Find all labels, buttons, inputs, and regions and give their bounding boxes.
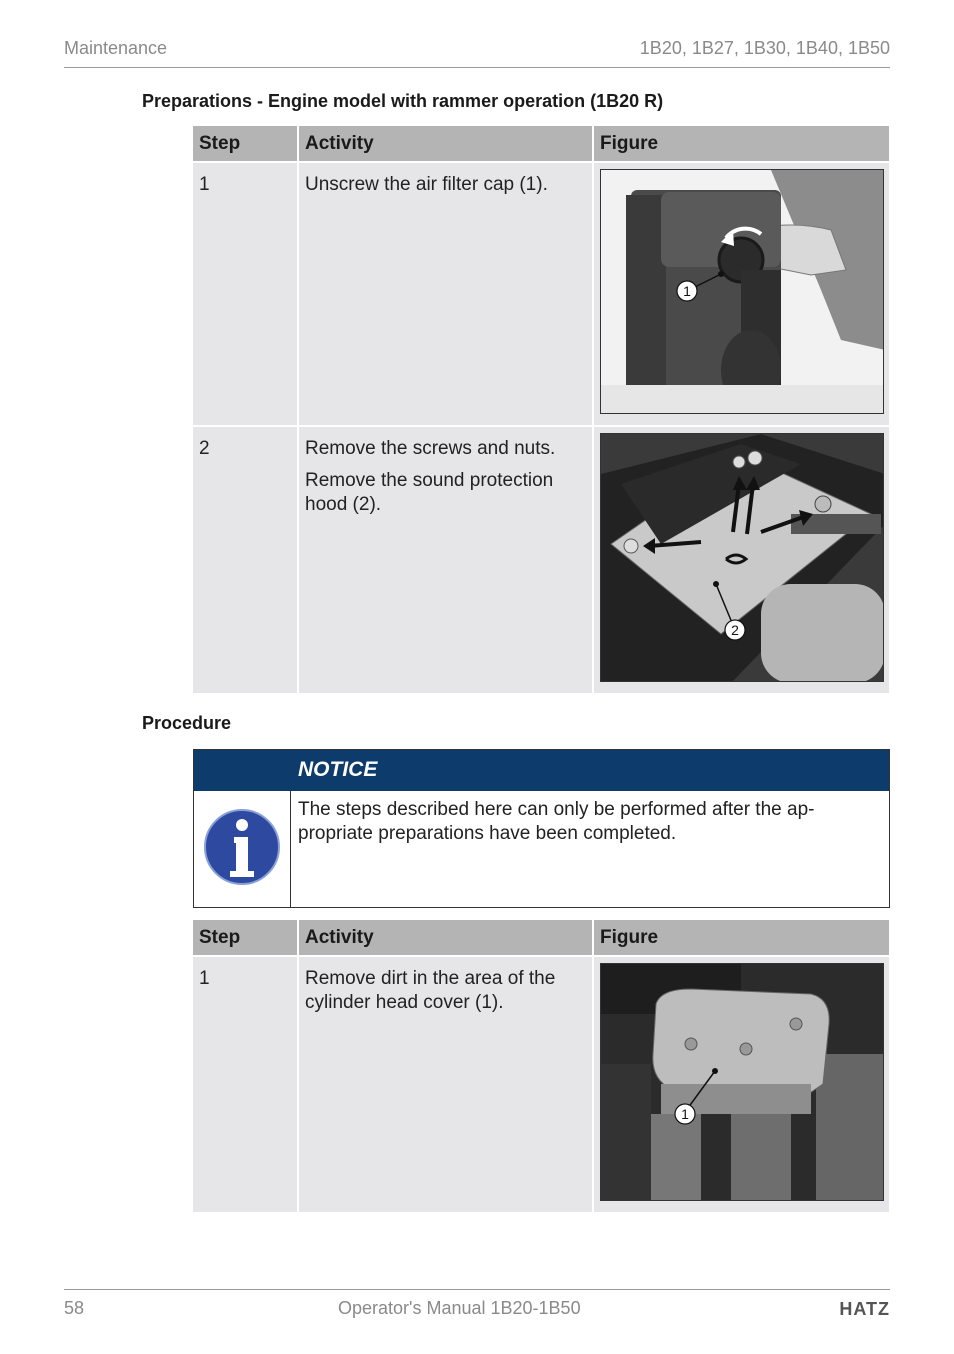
column-header-step: Step	[193, 920, 299, 955]
column-header-activity: Activity	[299, 920, 594, 955]
table-header-row	[193, 920, 889, 955]
page-header	[64, 36, 890, 68]
table-header-row	[193, 126, 889, 161]
column-header-figure: Figure	[594, 126, 889, 161]
activity-cell	[299, 161, 594, 425]
figure-cell	[594, 425, 889, 693]
step-number: 1	[193, 955, 299, 1212]
info-icon	[194, 791, 291, 908]
sound-hood-photo	[600, 433, 884, 682]
activity-text: Remove the screws and nuts.	[305, 438, 556, 459]
notice-icon-cell	[194, 791, 291, 908]
column-header-step: Step	[193, 126, 299, 161]
step-number: 2	[193, 425, 299, 693]
header-section: Maintenance	[64, 38, 168, 58]
activity-cell	[299, 955, 594, 1212]
figure-cell	[594, 161, 889, 425]
step-number: 1	[193, 161, 299, 425]
notice-title: NOTICE	[194, 750, 889, 791]
activity-text: Unscrew the air filter cap (1).	[305, 174, 548, 195]
table-row	[193, 425, 889, 693]
notice-text: The steps described here can only be performed after the ap-propriate preparations have been completed.	[298, 799, 815, 844]
procedure-table	[193, 920, 889, 1212]
table-row	[193, 161, 889, 425]
callout-number: 1	[683, 283, 691, 299]
activity-text: Remove dirt in the area of the cylinder head cover (1).	[305, 968, 556, 1013]
column-header-activity: Activity	[299, 126, 594, 161]
page-number: 58	[64, 1298, 85, 1318]
table-row	[193, 955, 889, 1212]
brand-logo: HATZ	[839, 1299, 890, 1319]
cylinder-head-photo	[600, 963, 884, 1201]
activity-cell	[299, 425, 594, 693]
manual-title: Operator's Manual 1B20-1B50	[338, 1298, 581, 1318]
notice-box	[193, 749, 890, 908]
callout-number: 2	[731, 622, 739, 638]
air-filter-photo	[600, 169, 884, 414]
preparations-heading: Preparations - Engine model with rammer operation (1B20 R)	[142, 91, 664, 111]
page-footer	[64, 1289, 890, 1329]
header-models: 1B20, 1B27, 1B30, 1B40, 1B50	[639, 38, 890, 58]
figure-cell	[594, 955, 889, 1212]
column-header-figure: Figure	[594, 920, 889, 955]
activity-text: Remove the sound protection hood (2).	[305, 470, 554, 515]
preparations-table	[193, 126, 889, 693]
callout-number: 1	[681, 1106, 689, 1122]
procedure-heading: Procedure	[142, 713, 232, 733]
